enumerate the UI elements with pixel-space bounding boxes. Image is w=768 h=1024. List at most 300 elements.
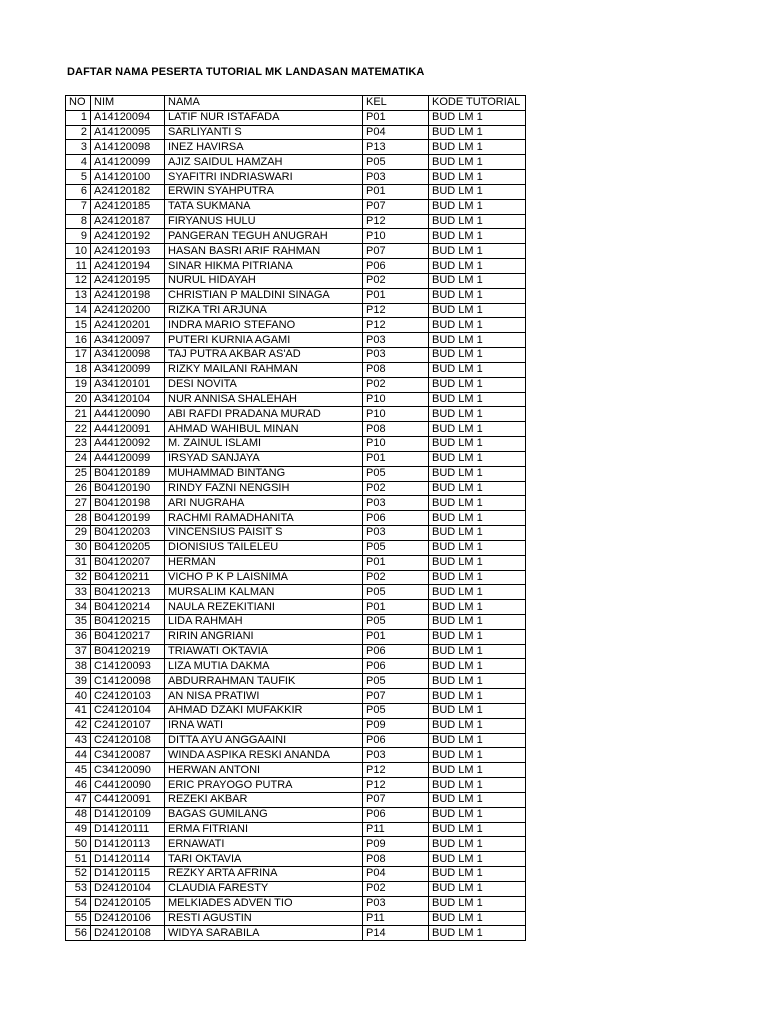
table-row bbox=[66, 570, 526, 585]
cell-nama: RINDY FAZNI NENGSIH bbox=[165, 481, 363, 496]
cell-nim: D14120115 bbox=[91, 867, 165, 882]
cell-nim: C24120104 bbox=[91, 703, 165, 718]
cell-kel: P06 bbox=[363, 807, 429, 822]
cell-no: 3 bbox=[66, 140, 91, 155]
table-row bbox=[66, 600, 526, 615]
table-row bbox=[66, 526, 526, 541]
header-kel: KEL bbox=[363, 96, 429, 111]
cell-nama: HASAN BASRI ARIF RAHMAN bbox=[165, 244, 363, 259]
cell-kode-tutorial: BUD LM 1 bbox=[429, 911, 526, 926]
cell-nama: DITTA AYU ANGGAAINI bbox=[165, 733, 363, 748]
cell-no: 47 bbox=[66, 792, 91, 807]
cell-nama: DESI NOVITA bbox=[165, 377, 363, 392]
cell-kode-tutorial: BUD LM 1 bbox=[429, 303, 526, 318]
cell-no: 16 bbox=[66, 333, 91, 348]
cell-kode-tutorial: BUD LM 1 bbox=[429, 629, 526, 644]
table-row bbox=[66, 852, 526, 867]
cell-kode-tutorial: BUD LM 1 bbox=[429, 184, 526, 199]
cell-kel: P05 bbox=[363, 585, 429, 600]
cell-nim: B04120219 bbox=[91, 644, 165, 659]
table-row bbox=[66, 318, 526, 333]
cell-nim: B04120217 bbox=[91, 629, 165, 644]
cell-no: 20 bbox=[66, 392, 91, 407]
cell-kel: P02 bbox=[363, 377, 429, 392]
cell-nim: C34120087 bbox=[91, 748, 165, 763]
cell-nama: AN NISA PRATIWI bbox=[165, 689, 363, 704]
table-row bbox=[66, 140, 526, 155]
header-no: NO bbox=[66, 96, 91, 111]
table-row bbox=[66, 689, 526, 704]
cell-nama: REZKY ARTA AFRINA bbox=[165, 867, 363, 882]
cell-no: 54 bbox=[66, 896, 91, 911]
cell-no: 5 bbox=[66, 170, 91, 185]
table-row bbox=[66, 184, 526, 199]
table-row bbox=[66, 778, 526, 793]
cell-kode-tutorial: BUD LM 1 bbox=[429, 703, 526, 718]
cell-nim: A24120185 bbox=[91, 199, 165, 214]
table-header-row bbox=[66, 96, 526, 111]
table-row bbox=[66, 407, 526, 422]
cell-kode-tutorial: BUD LM 1 bbox=[429, 881, 526, 896]
cell-nama: M. ZAINUL ISLAMI bbox=[165, 437, 363, 452]
cell-kode-tutorial: BUD LM 1 bbox=[429, 496, 526, 511]
cell-nim: C44120090 bbox=[91, 778, 165, 793]
cell-nama: TRIAWATI OKTAVIA bbox=[165, 644, 363, 659]
cell-kode-tutorial: BUD LM 1 bbox=[429, 199, 526, 214]
table-row bbox=[66, 733, 526, 748]
cell-kode-tutorial: BUD LM 1 bbox=[429, 273, 526, 288]
cell-nama: LATIF NUR ISTAFADA bbox=[165, 110, 363, 125]
cell-no: 8 bbox=[66, 214, 91, 229]
table-row bbox=[66, 792, 526, 807]
cell-kel: P12 bbox=[363, 303, 429, 318]
cell-kel: P06 bbox=[363, 259, 429, 274]
cell-kel: P03 bbox=[363, 348, 429, 363]
cell-nama: IRSYAD SANJAYA bbox=[165, 451, 363, 466]
cell-kel: P01 bbox=[363, 600, 429, 615]
cell-nim: B04120215 bbox=[91, 614, 165, 629]
cell-nim: B04120214 bbox=[91, 600, 165, 615]
cell-kode-tutorial: BUD LM 1 bbox=[429, 155, 526, 170]
cell-kode-tutorial: BUD LM 1 bbox=[429, 926, 526, 941]
cell-kode-tutorial: BUD LM 1 bbox=[429, 125, 526, 140]
cell-nim: D14120109 bbox=[91, 807, 165, 822]
cell-no: 13 bbox=[66, 288, 91, 303]
cell-no: 24 bbox=[66, 451, 91, 466]
cell-no: 45 bbox=[66, 763, 91, 778]
cell-nama: ABDURRAHMAN TAUFIK bbox=[165, 674, 363, 689]
cell-kode-tutorial: BUD LM 1 bbox=[429, 526, 526, 541]
table-row bbox=[66, 718, 526, 733]
cell-kel: P09 bbox=[363, 837, 429, 852]
cell-kel: P10 bbox=[363, 229, 429, 244]
table-row bbox=[66, 214, 526, 229]
cell-nim: A44120099 bbox=[91, 451, 165, 466]
cell-kode-tutorial: BUD LM 1 bbox=[429, 407, 526, 422]
cell-nim: A24120198 bbox=[91, 288, 165, 303]
cell-no: 15 bbox=[66, 318, 91, 333]
cell-nama: ARI NUGRAHA bbox=[165, 496, 363, 511]
cell-nim: A34120099 bbox=[91, 362, 165, 377]
cell-kode-tutorial: BUD LM 1 bbox=[429, 585, 526, 600]
cell-no: 55 bbox=[66, 911, 91, 926]
cell-kel: P05 bbox=[363, 155, 429, 170]
cell-kel: P07 bbox=[363, 792, 429, 807]
cell-no: 52 bbox=[66, 867, 91, 882]
cell-kode-tutorial: BUD LM 1 bbox=[429, 763, 526, 778]
cell-no: 27 bbox=[66, 496, 91, 511]
cell-kode-tutorial: BUD LM 1 bbox=[429, 244, 526, 259]
table-row bbox=[66, 837, 526, 852]
cell-kel: P06 bbox=[363, 659, 429, 674]
cell-nama: PUTERI KURNIA AGAMI bbox=[165, 333, 363, 348]
cell-nim: A14120098 bbox=[91, 140, 165, 155]
cell-nim: B04120213 bbox=[91, 585, 165, 600]
cell-kode-tutorial: BUD LM 1 bbox=[429, 451, 526, 466]
cell-nim: C24120108 bbox=[91, 733, 165, 748]
cell-kel: P10 bbox=[363, 437, 429, 452]
cell-kode-tutorial: BUD LM 1 bbox=[429, 896, 526, 911]
cell-no: 48 bbox=[66, 807, 91, 822]
cell-kel: P08 bbox=[363, 422, 429, 437]
cell-kode-tutorial: BUD LM 1 bbox=[429, 822, 526, 837]
cell-kel: P12 bbox=[363, 214, 429, 229]
table-row bbox=[66, 555, 526, 570]
cell-kel: P07 bbox=[363, 244, 429, 259]
cell-kode-tutorial: BUD LM 1 bbox=[429, 718, 526, 733]
cell-nim: A14120095 bbox=[91, 125, 165, 140]
cell-no: 17 bbox=[66, 348, 91, 363]
cell-nama: NURUL HIDAYAH bbox=[165, 273, 363, 288]
cell-nim: D14120113 bbox=[91, 837, 165, 852]
table-row bbox=[66, 822, 526, 837]
table-row bbox=[66, 288, 526, 303]
table-row bbox=[66, 377, 526, 392]
cell-kel: P10 bbox=[363, 407, 429, 422]
cell-no: 28 bbox=[66, 511, 91, 526]
table-row bbox=[66, 125, 526, 140]
cell-nama: RESTI AGUSTIN bbox=[165, 911, 363, 926]
cell-kode-tutorial: BUD LM 1 bbox=[429, 511, 526, 526]
cell-nama: SARLIYANTI S bbox=[165, 125, 363, 140]
table-row bbox=[66, 244, 526, 259]
cell-kel: P07 bbox=[363, 199, 429, 214]
cell-kode-tutorial: BUD LM 1 bbox=[429, 170, 526, 185]
cell-nim: A24120200 bbox=[91, 303, 165, 318]
cell-no: 26 bbox=[66, 481, 91, 496]
table-row bbox=[66, 867, 526, 882]
cell-nama: LIDA RAHMAH bbox=[165, 614, 363, 629]
cell-no: 10 bbox=[66, 244, 91, 259]
cell-nim: D24120104 bbox=[91, 881, 165, 896]
cell-nim: C24120103 bbox=[91, 689, 165, 704]
cell-nim: D24120106 bbox=[91, 911, 165, 926]
cell-no: 40 bbox=[66, 689, 91, 704]
cell-nim: A34120101 bbox=[91, 377, 165, 392]
cell-kel: P06 bbox=[363, 511, 429, 526]
cell-kode-tutorial: BUD LM 1 bbox=[429, 748, 526, 763]
cell-kel: P05 bbox=[363, 614, 429, 629]
cell-nim: A34120098 bbox=[91, 348, 165, 363]
cell-nama: PANGERAN TEGUH ANUGRAH bbox=[165, 229, 363, 244]
cell-kode-tutorial: BUD LM 1 bbox=[429, 555, 526, 570]
cell-nim: A14120099 bbox=[91, 155, 165, 170]
cell-nim: B04120211 bbox=[91, 570, 165, 585]
cell-kode-tutorial: BUD LM 1 bbox=[429, 318, 526, 333]
cell-no: 29 bbox=[66, 526, 91, 541]
cell-nama: RIZKA TRI ARJUNA bbox=[165, 303, 363, 318]
cell-kel: P09 bbox=[363, 718, 429, 733]
table-row bbox=[66, 585, 526, 600]
cell-kel: P12 bbox=[363, 318, 429, 333]
cell-nim: A34120097 bbox=[91, 333, 165, 348]
table-row bbox=[66, 110, 526, 125]
cell-no: 9 bbox=[66, 229, 91, 244]
cell-nim: A44120092 bbox=[91, 437, 165, 452]
cell-nama: ERMA FITRIANI bbox=[165, 822, 363, 837]
table-row bbox=[66, 807, 526, 822]
cell-nim: A24120194 bbox=[91, 259, 165, 274]
table-row bbox=[66, 748, 526, 763]
cell-nama: ERIC PRAYOGO PUTRA bbox=[165, 778, 363, 793]
table-body bbox=[66, 110, 526, 940]
cell-kel: P04 bbox=[363, 867, 429, 882]
cell-nama: ABI RAFDI PRADANA MURAD bbox=[165, 407, 363, 422]
table-row bbox=[66, 333, 526, 348]
cell-kel: P05 bbox=[363, 466, 429, 481]
cell-no: 2 bbox=[66, 125, 91, 140]
cell-no: 4 bbox=[66, 155, 91, 170]
cell-no: 12 bbox=[66, 273, 91, 288]
cell-no: 35 bbox=[66, 614, 91, 629]
cell-nim: B04120190 bbox=[91, 481, 165, 496]
cell-no: 38 bbox=[66, 659, 91, 674]
cell-kel: P01 bbox=[363, 110, 429, 125]
cell-kode-tutorial: BUD LM 1 bbox=[429, 214, 526, 229]
cell-kel: P01 bbox=[363, 555, 429, 570]
header-kode-tutorial: KODE TUTORIAL bbox=[429, 96, 526, 111]
table-row bbox=[66, 644, 526, 659]
cell-nama: TAJ PUTRA AKBAR AS'AD bbox=[165, 348, 363, 363]
table-row bbox=[66, 303, 526, 318]
cell-no: 43 bbox=[66, 733, 91, 748]
cell-kel: P05 bbox=[363, 703, 429, 718]
cell-nama: WINDA ASPIKA RESKI ANANDA bbox=[165, 748, 363, 763]
cell-kel: P04 bbox=[363, 125, 429, 140]
table-row bbox=[66, 629, 526, 644]
cell-no: 31 bbox=[66, 555, 91, 570]
cell-kode-tutorial: BUD LM 1 bbox=[429, 600, 526, 615]
cell-no: 56 bbox=[66, 926, 91, 941]
cell-no: 39 bbox=[66, 674, 91, 689]
cell-nama: AJIZ SAIDUL HAMZAH bbox=[165, 155, 363, 170]
header-nama: NAMA bbox=[165, 96, 363, 111]
table-row bbox=[66, 614, 526, 629]
table-row bbox=[66, 659, 526, 674]
cell-nim: C14120098 bbox=[91, 674, 165, 689]
cell-nama: INDRA MARIO STEFANO bbox=[165, 318, 363, 333]
cell-no: 33 bbox=[66, 585, 91, 600]
cell-no: 1 bbox=[66, 110, 91, 125]
cell-kode-tutorial: BUD LM 1 bbox=[429, 614, 526, 629]
cell-no: 37 bbox=[66, 644, 91, 659]
cell-kode-tutorial: BUD LM 1 bbox=[429, 644, 526, 659]
table-row bbox=[66, 481, 526, 496]
cell-no: 18 bbox=[66, 362, 91, 377]
cell-no: 23 bbox=[66, 437, 91, 452]
cell-kode-tutorial: BUD LM 1 bbox=[429, 377, 526, 392]
table-row bbox=[66, 273, 526, 288]
cell-nama: REZEKI AKBAR bbox=[165, 792, 363, 807]
table-row bbox=[66, 229, 526, 244]
cell-nim: A24120187 bbox=[91, 214, 165, 229]
cell-kel: P11 bbox=[363, 822, 429, 837]
table-row bbox=[66, 199, 526, 214]
cell-kel: P07 bbox=[363, 689, 429, 704]
cell-nim: B04120189 bbox=[91, 466, 165, 481]
cell-nim: B04120205 bbox=[91, 540, 165, 555]
table-row bbox=[66, 881, 526, 896]
cell-kode-tutorial: BUD LM 1 bbox=[429, 807, 526, 822]
cell-nama: RIZKY MAILANI RAHMAN bbox=[165, 362, 363, 377]
cell-nama: ERNAWATI bbox=[165, 837, 363, 852]
cell-kode-tutorial: BUD LM 1 bbox=[429, 867, 526, 882]
cell-kel: P08 bbox=[363, 852, 429, 867]
header-nim: NIM bbox=[91, 96, 165, 111]
cell-no: 11 bbox=[66, 259, 91, 274]
cell-no: 30 bbox=[66, 540, 91, 555]
cell-no: 25 bbox=[66, 466, 91, 481]
cell-nama: AHMAD WAHIBUL MINAN bbox=[165, 422, 363, 437]
cell-nim: A24120201 bbox=[91, 318, 165, 333]
cell-kel: P02 bbox=[363, 273, 429, 288]
cell-nama: FIRYANUS HULU bbox=[165, 214, 363, 229]
cell-kel: P01 bbox=[363, 451, 429, 466]
cell-kode-tutorial: BUD LM 1 bbox=[429, 392, 526, 407]
cell-kode-tutorial: BUD LM 1 bbox=[429, 792, 526, 807]
cell-nama: NUR ANNISA SHALEHAH bbox=[165, 392, 363, 407]
cell-no: 6 bbox=[66, 184, 91, 199]
cell-kode-tutorial: BUD LM 1 bbox=[429, 659, 526, 674]
cell-kode-tutorial: BUD LM 1 bbox=[429, 437, 526, 452]
table-row bbox=[66, 911, 526, 926]
cell-nama: NAULA REZEKITIANI bbox=[165, 600, 363, 615]
cell-nim: B04120207 bbox=[91, 555, 165, 570]
table-row bbox=[66, 763, 526, 778]
cell-kel: P02 bbox=[363, 481, 429, 496]
table-row bbox=[66, 926, 526, 941]
cell-kel: P03 bbox=[363, 333, 429, 348]
cell-nim: A24120182 bbox=[91, 184, 165, 199]
cell-nim: B04120203 bbox=[91, 526, 165, 541]
cell-kel: P01 bbox=[363, 629, 429, 644]
cell-no: 21 bbox=[66, 407, 91, 422]
cell-kel: P03 bbox=[363, 896, 429, 911]
cell-nim: A44120091 bbox=[91, 422, 165, 437]
cell-nama: HERMAN bbox=[165, 555, 363, 570]
cell-nama: VICHO P K P LAISNIMA bbox=[165, 570, 363, 585]
cell-nama: MELKIADES ADVEN TIO bbox=[165, 896, 363, 911]
cell-nama: WIDYA SARABILA bbox=[165, 926, 363, 941]
cell-kel: P03 bbox=[363, 526, 429, 541]
cell-nama: AHMAD DZAKI MUFAKKIR bbox=[165, 703, 363, 718]
cell-no: 49 bbox=[66, 822, 91, 837]
cell-kode-tutorial: BUD LM 1 bbox=[429, 570, 526, 585]
cell-nama: SYAFITRI INDRIASWARI bbox=[165, 170, 363, 185]
cell-nim: B04120199 bbox=[91, 511, 165, 526]
cell-kel: P02 bbox=[363, 570, 429, 585]
table-row bbox=[66, 259, 526, 274]
cell-nim: A24120193 bbox=[91, 244, 165, 259]
cell-nim: D14120114 bbox=[91, 852, 165, 867]
cell-kel: P10 bbox=[363, 392, 429, 407]
document-title: DAFTAR NAMA PESERTA TUTORIAL MK LANDASAN MATEMATIKA bbox=[67, 66, 425, 78]
cell-nim: A44120090 bbox=[91, 407, 165, 422]
cell-kode-tutorial: BUD LM 1 bbox=[429, 229, 526, 244]
cell-no: 22 bbox=[66, 422, 91, 437]
cell-no: 36 bbox=[66, 629, 91, 644]
cell-no: 19 bbox=[66, 377, 91, 392]
cell-nama: MUHAMMAD BINTANG bbox=[165, 466, 363, 481]
cell-nim: A24120192 bbox=[91, 229, 165, 244]
cell-nim: D24120108 bbox=[91, 926, 165, 941]
cell-no: 50 bbox=[66, 837, 91, 852]
cell-nim: C24120107 bbox=[91, 718, 165, 733]
cell-no: 34 bbox=[66, 600, 91, 615]
cell-no: 32 bbox=[66, 570, 91, 585]
cell-kode-tutorial: BUD LM 1 bbox=[429, 259, 526, 274]
cell-kode-tutorial: BUD LM 1 bbox=[429, 852, 526, 867]
cell-nim: A24120195 bbox=[91, 273, 165, 288]
cell-kel: P12 bbox=[363, 763, 429, 778]
cell-no: 51 bbox=[66, 852, 91, 867]
cell-nama: MURSALIM KALMAN bbox=[165, 585, 363, 600]
cell-kel: P03 bbox=[363, 496, 429, 511]
table-row bbox=[66, 540, 526, 555]
cell-nim: A34120104 bbox=[91, 392, 165, 407]
cell-kel: P05 bbox=[363, 540, 429, 555]
cell-nim: D14120111 bbox=[91, 822, 165, 837]
table-row bbox=[66, 511, 526, 526]
cell-nim: C44120091 bbox=[91, 792, 165, 807]
cell-no: 7 bbox=[66, 199, 91, 214]
cell-kel: P01 bbox=[363, 288, 429, 303]
cell-kode-tutorial: BUD LM 1 bbox=[429, 333, 526, 348]
table-row bbox=[66, 703, 526, 718]
table-row bbox=[66, 348, 526, 363]
cell-kel: P05 bbox=[363, 674, 429, 689]
cell-no: 53 bbox=[66, 881, 91, 896]
table-row bbox=[66, 155, 526, 170]
cell-kel: P06 bbox=[363, 644, 429, 659]
cell-nama: BAGAS GUMILANG bbox=[165, 807, 363, 822]
table-row bbox=[66, 437, 526, 452]
cell-no: 44 bbox=[66, 748, 91, 763]
cell-kel: P06 bbox=[363, 733, 429, 748]
cell-nama: INEZ HAVIRSA bbox=[165, 140, 363, 155]
cell-no: 14 bbox=[66, 303, 91, 318]
cell-nama: SINAR HIKMA PITRIANA bbox=[165, 259, 363, 274]
table-row bbox=[66, 422, 526, 437]
cell-kode-tutorial: BUD LM 1 bbox=[429, 689, 526, 704]
cell-no: 41 bbox=[66, 703, 91, 718]
participant-table bbox=[65, 95, 526, 941]
cell-kel: P03 bbox=[363, 170, 429, 185]
cell-kode-tutorial: BUD LM 1 bbox=[429, 733, 526, 748]
cell-kode-tutorial: BUD LM 1 bbox=[429, 778, 526, 793]
cell-kel: P11 bbox=[363, 911, 429, 926]
cell-nama: VINCENSIUS PAISIT S bbox=[165, 526, 363, 541]
